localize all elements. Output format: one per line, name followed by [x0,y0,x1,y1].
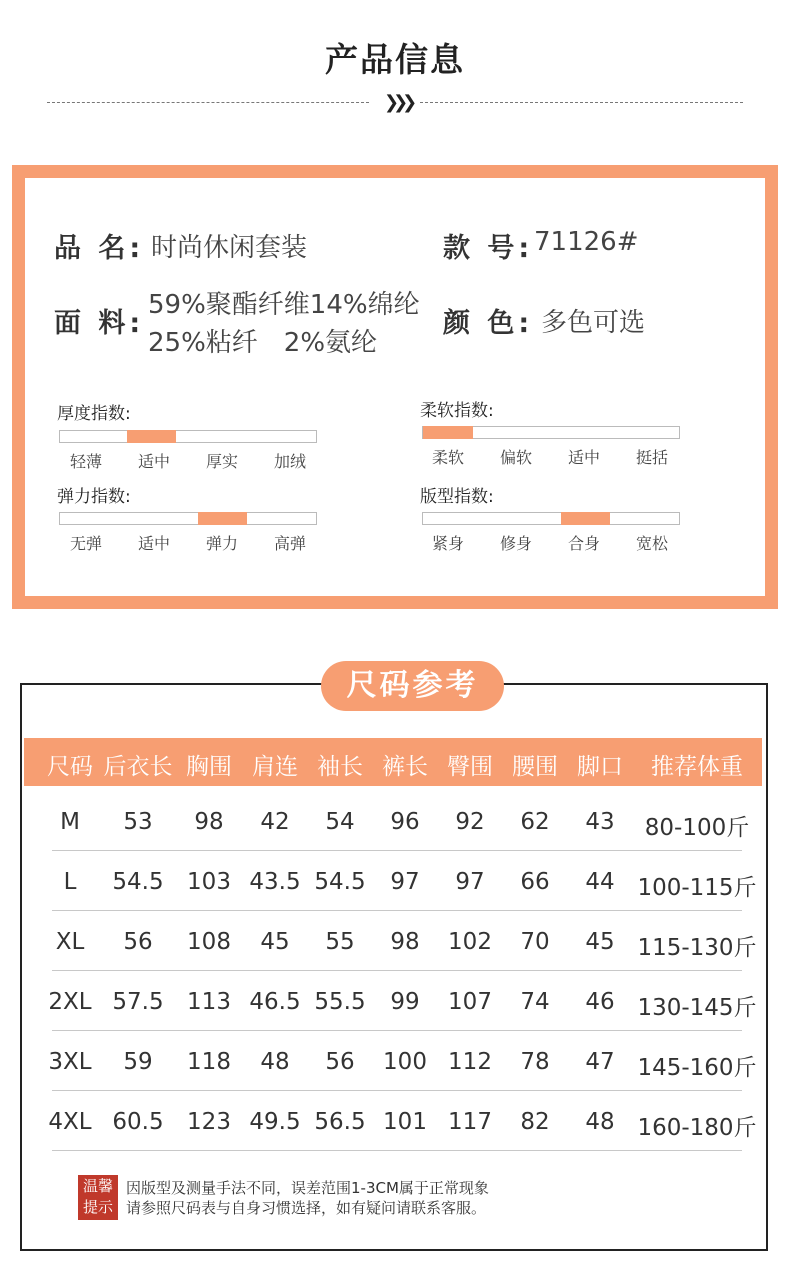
fit-index-marker [561,512,610,525]
thickness-index-title: 厚度指数: [57,404,131,424]
softness-option: 柔软 [431,448,464,467]
header-cell: 裤长 [382,754,428,780]
size-table-header [24,738,762,786]
size-chart-title: 尺码参考 [321,661,504,711]
tip-badge [78,1175,118,1220]
table-cell: 4XL [48,1109,92,1135]
table-cell: 48 [585,1109,615,1135]
table-cell: 92 [455,809,485,835]
table-row [0,913,790,973]
tip-badge-line1: 温馨 [82,1177,113,1195]
style-number-value: 71126# [534,227,639,257]
triple-chevron-icon: ❯❯❯ [384,92,412,113]
fit-option: 修身 [499,534,532,553]
elasticity-option: 弹力 [205,534,238,553]
thickness-option: 厚实 [205,452,238,471]
tip-line2: 请参照尺码表与自身习惯选择，如有疑问请联系客服。 [126,1199,487,1217]
fit-index-title: 版型指数: [420,487,494,507]
table-cell: 145-160斤 [637,1055,757,1081]
table-cell: 55.5 [314,989,366,1015]
color-value: 多色可选 [541,308,646,338]
elasticity-index-scale [52,531,324,554]
fit-index-scale [414,531,686,554]
page-title: 产品信息 [325,40,465,79]
table-cell: 3XL [48,1049,92,1075]
table-cell: 97 [390,869,420,895]
table-cell: 99 [390,989,420,1015]
table-row [0,1033,790,1093]
table-cell: 55 [325,929,355,955]
table-row [0,853,790,913]
table-cell: 56.5 [314,1109,366,1135]
fabric-value-line2: 25%粘纤 2%氨纶 [148,328,378,358]
thickness-index-scale [52,449,324,472]
table-cell: 101 [383,1109,427,1135]
softness-option: 挺括 [635,448,668,467]
header-cell: 臀围 [447,754,493,780]
header-cell: 腰围 [512,754,558,780]
elasticity-index-title: 弹力指数: [57,487,131,507]
table-cell: 98 [390,929,420,955]
fabric-value-line1: 59%聚酯纤维14%绵纶 [148,290,420,320]
table-cell: 54.5 [314,869,366,895]
softness-index-title: 柔软指数: [420,401,494,421]
header-cell: 后衣长 [103,754,173,780]
header-cell: 肩连 [252,754,298,780]
table-cell: 54.5 [112,869,164,895]
table-cell: 56 [325,1049,355,1075]
table-cell: 47 [585,1049,615,1075]
table-cell: 57.5 [112,989,164,1015]
table-cell: 118 [187,1049,231,1075]
table-cell: 45 [585,929,615,955]
header-cell: 袖长 [317,754,363,780]
tip-line1: 因版型及测量手法不同，误差范围1-3CM属于正常现象 [126,1179,489,1197]
table-cell: M [60,809,80,835]
table-cell: 62 [520,809,550,835]
table-cell: 102 [448,929,492,955]
table-cell: 115-130斤 [637,935,757,961]
softness-index-marker [423,426,473,439]
fabric-label: 面 料: [54,308,145,339]
name-label: 品 名: [54,233,145,264]
thickness-option: 适中 [137,452,170,471]
table-cell: 113 [187,989,231,1015]
table-cell: 130-145斤 [637,995,757,1021]
table-row [0,793,790,853]
name-value: 时尚休闲套装 [151,233,308,263]
tip-badge-line2: 提示 [82,1198,113,1216]
table-cell: 82 [520,1109,550,1135]
table-cell: 96 [390,809,420,835]
table-cell: 45 [260,929,290,955]
elasticity-option: 无弹 [69,534,102,553]
fit-index-bar [422,512,680,525]
table-cell: 2XL [48,989,92,1015]
softness-index-bar [422,426,680,439]
table-cell: 44 [585,869,615,895]
style-number-label: 款 号: [443,233,534,264]
table-cell: XL [55,929,85,955]
fit-option: 合身 [567,534,600,553]
table-cell: 60.5 [112,1109,164,1135]
table-cell: 70 [520,929,550,955]
table-cell: 46 [585,989,615,1015]
table-cell: 46.5 [249,989,301,1015]
table-cell: 80-100斤 [644,815,750,841]
row-divider [52,1090,742,1091]
table-cell: 54 [325,809,355,835]
title-divider-right [420,102,743,103]
table-cell: L [63,869,77,895]
thickness-option: 轻薄 [69,452,102,471]
row-divider [52,1030,742,1031]
tip-text [126,1178,489,1218]
table-cell: 74 [520,989,550,1015]
table-row [0,973,790,1033]
thickness-index-marker [127,430,176,443]
elasticity-option: 高弹 [273,534,306,553]
table-cell: 107 [448,989,492,1015]
thickness-option: 加绒 [273,452,306,471]
table-cell: 56 [123,929,153,955]
table-cell: 103 [187,869,231,895]
row-divider [52,970,742,971]
color-label: 颜 色: [443,308,534,339]
table-cell: 42 [260,809,290,835]
table-cell: 98 [194,809,224,835]
title-divider-left [47,102,369,103]
table-cell: 48 [260,1049,290,1075]
table-cell: 100-115斤 [637,875,757,901]
table-cell: 78 [520,1049,550,1075]
table-cell: 43.5 [249,869,301,895]
header-cell: 胸围 [186,754,232,780]
thickness-index-bar [59,430,317,443]
table-cell: 112 [448,1049,492,1075]
elasticity-index-marker [198,512,247,525]
header-cell: 脚口 [577,754,623,780]
table-cell: 108 [187,929,231,955]
softness-option: 适中 [567,448,600,467]
row-divider [52,850,742,851]
softness-index-scale [414,445,686,468]
elasticity-option: 适中 [137,534,170,553]
table-cell: 59 [123,1049,153,1075]
table-cell: 66 [520,869,550,895]
table-cell: 100 [383,1049,427,1075]
elasticity-index-bar [59,512,317,525]
row-divider [52,910,742,911]
header-cell: 尺码 [47,754,93,780]
table-cell: 53 [123,809,153,835]
table-cell: 160-180斤 [637,1115,757,1141]
table-cell: 117 [448,1109,492,1135]
table-cell: 97 [455,869,485,895]
header-cell: 推荐体重 [651,754,743,780]
table-cell: 49.5 [249,1109,301,1135]
table-cell: 123 [187,1109,231,1135]
fit-option: 紧身 [431,534,464,553]
table-cell: 43 [585,809,615,835]
fit-option: 宽松 [635,534,668,553]
table-row [0,1093,790,1153]
softness-option: 偏软 [499,448,532,467]
row-divider [52,1150,742,1151]
